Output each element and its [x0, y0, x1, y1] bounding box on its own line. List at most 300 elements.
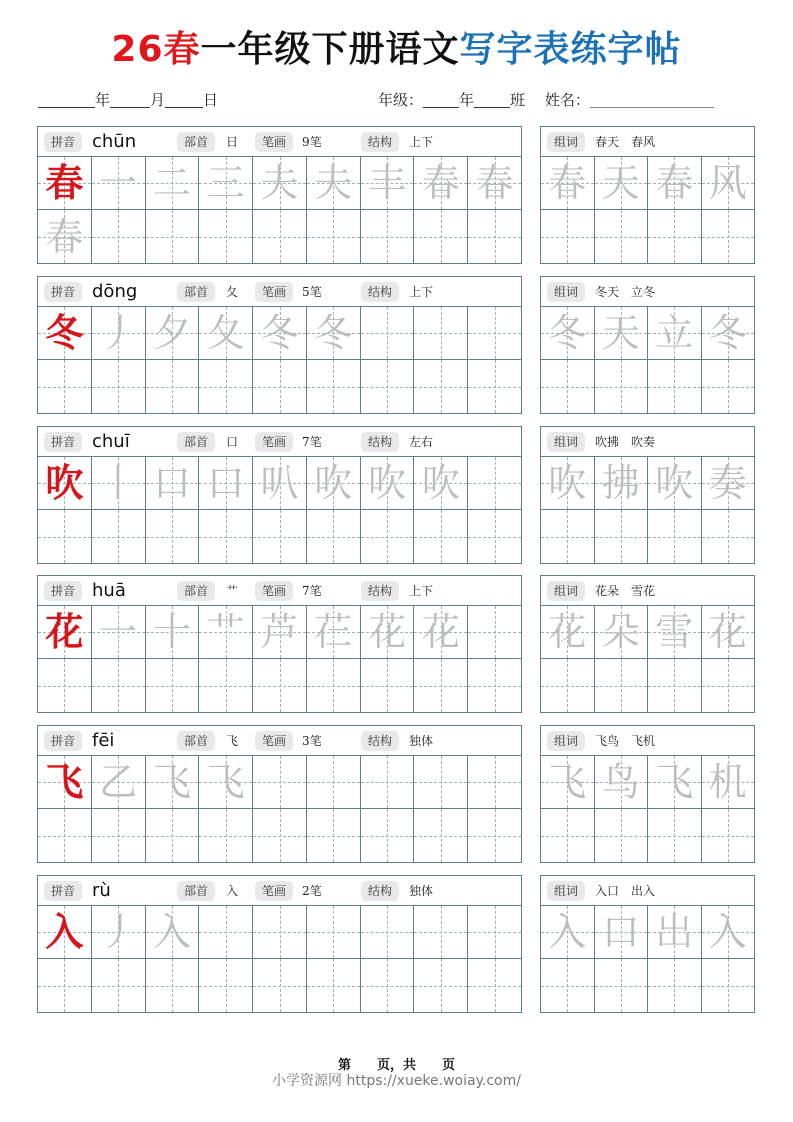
date-line: [38, 88, 218, 112]
grade-year-label: 年: [459, 91, 475, 109]
tian-grid-cell[interactable]: [414, 157, 468, 209]
char-practice-block: [37, 575, 522, 713]
tian-grid-cell[interactable]: [648, 510, 702, 563]
writing-grid: [38, 606, 521, 712]
name-label: 姓名：: [545, 91, 591, 109]
tian-grid-cell[interactable]: [702, 756, 755, 808]
tian-grid-cell[interactable]: [595, 906, 649, 958]
structure-tag: 结构: [361, 881, 399, 901]
tian-grid-cell[interactable]: [199, 659, 253, 712]
title-black-part: 一年级下册语文: [200, 29, 460, 70]
strokes-tag: 笔画: [255, 432, 293, 452]
tian-grid-cell[interactable]: [595, 360, 649, 413]
stroke-order-step: 口: [206, 461, 245, 505]
words-tag: 组词: [547, 432, 585, 452]
tian-grid-cell[interactable]: [541, 457, 595, 509]
tian-grid-cell[interactable]: [146, 360, 200, 413]
stroke-order-step: 冬: [314, 311, 353, 355]
tian-grid-cell[interactable]: [702, 210, 755, 263]
words-tag: 组词: [547, 731, 585, 751]
grid-row: [38, 157, 521, 210]
tian-grid-cell[interactable]: [199, 510, 253, 563]
stroke-order-step: 吹: [421, 461, 460, 505]
word-trace-character: 飞: [655, 760, 694, 804]
tian-grid-cell[interactable]: [702, 457, 755, 509]
tian-grid-cell[interactable]: [361, 809, 415, 862]
tian-grid-cell[interactable]: [541, 756, 595, 808]
tian-grid-cell[interactable]: [468, 606, 521, 658]
tian-grid-cell[interactable]: [414, 809, 468, 862]
tian-grid-cell[interactable]: [92, 360, 146, 413]
tian-grid-cell[interactable]: [361, 210, 415, 263]
tian-grid-cell[interactable]: [361, 606, 415, 658]
class-label: 班: [510, 91, 526, 109]
stroke-order-step: 春: [475, 161, 514, 205]
tian-grid-cell[interactable]: [414, 210, 468, 263]
page-number: 第 页，共 页: [337, 1058, 455, 1073]
radical-value: 日: [226, 135, 239, 149]
tian-grid-cell[interactable]: [199, 959, 253, 1012]
grid-row: [541, 510, 754, 563]
writing-grid: [541, 606, 754, 712]
writing-grid: [541, 457, 754, 563]
grid-row: [541, 809, 754, 862]
tian-grid-cell[interactable]: [92, 210, 146, 263]
tian-grid-cell[interactable]: [253, 606, 307, 658]
word-trace-character: 吹: [548, 461, 587, 505]
tian-grid-cell[interactable]: [648, 659, 702, 712]
tian-grid-cell[interactable]: [468, 959, 521, 1012]
tian-grid-cell[interactable]: [307, 906, 361, 958]
radical-tag: 部首: [177, 132, 215, 152]
stroke-order-step: 十: [152, 610, 191, 654]
tian-grid-cell[interactable]: [541, 606, 595, 658]
tian-grid-cell[interactable]: [541, 210, 595, 263]
tian-grid-cell[interactable]: [361, 360, 415, 413]
tian-grid-cell[interactable]: [199, 809, 253, 862]
tian-grid-cell[interactable]: [307, 510, 361, 563]
stroke-order-step: 芦: [260, 610, 299, 654]
tian-grid-cell[interactable]: [648, 756, 702, 808]
radical-value: 夂: [226, 285, 239, 299]
tian-grid-cell[interactable]: [307, 809, 361, 862]
tian-grid-cell[interactable]: [38, 659, 92, 712]
tian-grid-cell[interactable]: [253, 210, 307, 263]
tian-grid-cell[interactable]: [199, 157, 253, 209]
structure-tag: 结构: [361, 132, 399, 152]
strokes-tag: 笔画: [255, 581, 293, 601]
radical-tag: 部首: [177, 731, 215, 751]
word-practice-block: [540, 575, 755, 713]
tian-grid-cell[interactable]: [307, 157, 361, 209]
radical-value: 飞: [226, 734, 239, 748]
word-trace-character: 春: [655, 161, 694, 205]
name-blank[interactable]: [590, 90, 714, 108]
tian-grid-cell[interactable]: [92, 606, 146, 658]
tian-grid-cell[interactable]: [307, 606, 361, 658]
radical-value: 口: [226, 435, 239, 449]
tian-grid-cell[interactable]: [307, 959, 361, 1012]
tian-grid-cell[interactable]: [146, 307, 200, 359]
tian-grid-cell[interactable]: [199, 210, 253, 263]
stroke-order-step: 一: [99, 161, 138, 205]
tian-grid-cell[interactable]: [307, 210, 361, 263]
tian-grid-cell[interactable]: [468, 659, 521, 712]
grid-row: [541, 606, 754, 659]
tian-grid-cell[interactable]: [702, 659, 755, 712]
tian-grid-cell[interactable]: [146, 756, 200, 808]
tian-grid-cell[interactable]: [595, 457, 649, 509]
tian-grid-cell[interactable]: [199, 457, 253, 509]
tian-grid-cell[interactable]: [253, 360, 307, 413]
tian-grid-cell[interactable]: [146, 606, 200, 658]
tian-grid-cell[interactable]: [146, 457, 200, 509]
pinyin-tag: 拼音: [44, 132, 82, 152]
tian-grid-cell[interactable]: [38, 360, 92, 413]
tian-grid-cell[interactable]: [595, 809, 649, 862]
tian-grid-cell[interactable]: [361, 457, 415, 509]
tian-grid-cell[interactable]: [92, 756, 146, 808]
tian-grid-cell[interactable]: [648, 210, 702, 263]
grid-row: [38, 906, 521, 959]
word-trace-character: 出: [655, 910, 694, 954]
structure-tag: 结构: [361, 432, 399, 452]
tian-grid-cell[interactable]: [92, 959, 146, 1012]
word-trace-character: 机: [708, 760, 747, 804]
stroke-order-step: 入: [152, 910, 191, 954]
tian-grid-cell[interactable]: [361, 157, 415, 209]
stroke-order-step: 夂: [206, 311, 245, 355]
tian-grid-cell[interactable]: [541, 157, 595, 209]
tian-grid-cell[interactable]: [468, 157, 521, 209]
tian-grid-cell[interactable]: [648, 307, 702, 359]
word-trace-character: 冬: [708, 311, 747, 355]
tian-grid-cell[interactable]: [648, 606, 702, 658]
tian-grid-cell[interactable]: [541, 659, 595, 712]
tian-grid-cell[interactable]: [38, 959, 92, 1012]
radical-tag: 部首: [177, 581, 215, 601]
tian-grid-cell[interactable]: [414, 457, 468, 509]
day-blank[interactable]: [165, 90, 203, 108]
tian-grid-cell[interactable]: [414, 606, 468, 658]
words-value: 花朵 雪花: [595, 584, 656, 598]
grid-row: [541, 659, 754, 712]
grid-row: [38, 360, 521, 413]
year-label: 年: [95, 91, 111, 109]
word-trace-character: 风: [708, 161, 747, 205]
tian-grid-cell[interactable]: [146, 210, 200, 263]
tian-grid-cell[interactable]: [468, 510, 521, 563]
tian-grid-cell[interactable]: [702, 360, 755, 413]
words-header: [541, 876, 754, 906]
word-trace-character: 鸟: [601, 760, 640, 804]
tian-grid-cell[interactable]: [595, 157, 649, 209]
model-character: 花: [45, 609, 84, 654]
word-trace-character: 冬: [548, 311, 587, 355]
writing-grid: [541, 307, 754, 413]
word-trace-character: 入: [548, 910, 587, 954]
tian-grid-cell[interactable]: [253, 457, 307, 509]
tian-grid-cell[interactable]: [414, 307, 468, 359]
tian-grid-cell[interactable]: [253, 756, 307, 808]
word-trace-character: 吹: [655, 461, 694, 505]
tian-grid-cell[interactable]: [702, 809, 755, 862]
tian-grid-cell[interactable]: [253, 959, 307, 1012]
tian-grid-cell[interactable]: [414, 510, 468, 563]
tian-grid-cell[interactable]: [199, 606, 253, 658]
tian-grid-cell[interactable]: [38, 457, 92, 509]
tian-grid-cell[interactable]: [595, 210, 649, 263]
pinyin-tag: 拼音: [44, 731, 82, 751]
title-red-part: 26春: [111, 29, 201, 70]
tian-grid-cell[interactable]: [595, 606, 649, 658]
tian-grid-cell[interactable]: [468, 906, 521, 958]
tian-grid-cell[interactable]: [361, 906, 415, 958]
tian-grid-cell[interactable]: [307, 756, 361, 808]
trace-character: 春: [45, 214, 84, 259]
stroke-order-step: 夫: [314, 161, 353, 205]
word-trace-character: 天: [601, 311, 640, 355]
tian-grid-cell[interactable]: [595, 307, 649, 359]
tian-grid-cell[interactable]: [253, 906, 307, 958]
tian-grid-cell[interactable]: [38, 756, 92, 808]
tian-grid-cell[interactable]: [92, 157, 146, 209]
word-trace-character: 花: [548, 610, 587, 654]
stroke-order-step: 夫: [260, 161, 299, 205]
tian-grid-cell[interactable]: [648, 457, 702, 509]
tian-grid-cell[interactable]: [92, 659, 146, 712]
model-character: 冬: [45, 310, 84, 355]
structure-tag: 结构: [361, 731, 399, 751]
tian-grid-cell[interactable]: [146, 906, 200, 958]
strokes-value: 5笔: [302, 285, 322, 299]
model-character: 吹: [45, 460, 84, 505]
tian-grid-cell[interactable]: [541, 959, 595, 1012]
grid-row: [38, 457, 521, 510]
tian-grid-cell[interactable]: [146, 510, 200, 563]
grid-row: [541, 157, 754, 210]
model-character: 入: [45, 909, 84, 954]
tian-grid-cell[interactable]: [361, 510, 415, 563]
radical-tag: 部首: [177, 881, 215, 901]
structure-value: 独体: [409, 734, 434, 748]
stroke-order-step: 春: [421, 161, 460, 205]
tian-grid-cell[interactable]: [414, 906, 468, 958]
tian-grid-cell[interactable]: [648, 157, 702, 209]
tian-grid-cell[interactable]: [199, 307, 253, 359]
word-trace-character: 雪: [655, 610, 694, 654]
pinyin-value: chuī: [92, 431, 130, 452]
tian-grid-cell[interactable]: [92, 307, 146, 359]
word-practice-block: [540, 875, 755, 1013]
grid-row: [38, 510, 521, 563]
tian-grid-cell[interactable]: [541, 809, 595, 862]
tian-grid-cell[interactable]: [253, 809, 307, 862]
tian-grid-cell[interactable]: [253, 510, 307, 563]
grid-row: [38, 756, 521, 809]
tian-grid-cell[interactable]: [361, 307, 415, 359]
tian-grid-cell[interactable]: [361, 659, 415, 712]
tian-grid-cell[interactable]: [307, 457, 361, 509]
stroke-order-step: 夕: [152, 311, 191, 355]
char-info-header: [38, 127, 521, 157]
tian-grid-cell[interactable]: [702, 606, 755, 658]
tian-grid-cell[interactable]: [468, 756, 521, 808]
student-info-line: [378, 88, 714, 112]
tian-grid-cell[interactable]: [414, 659, 468, 712]
tian-grid-cell[interactable]: [595, 510, 649, 563]
tian-grid-cell[interactable]: [702, 906, 755, 958]
tian-grid-cell[interactable]: [702, 157, 755, 209]
tian-grid-cell[interactable]: [414, 360, 468, 413]
site-watermark: 小学资源网 https://xueke.woiay.com/: [272, 1073, 521, 1089]
words-header: [541, 726, 754, 756]
char-practice-block: [37, 725, 522, 863]
word-trace-character: 天: [601, 161, 640, 205]
stroke-order-step: 花: [368, 610, 407, 654]
pinyin-tag: 拼音: [44, 581, 82, 601]
grid-row: [38, 959, 521, 1012]
strokes-value: 3笔: [302, 734, 322, 748]
tian-grid-cell[interactable]: [468, 809, 521, 862]
word-trace-character: 拂: [601, 461, 640, 505]
tian-grid-cell[interactable]: [146, 809, 200, 862]
stroke-order-step: 丿: [99, 910, 138, 954]
tian-grid-cell[interactable]: [38, 157, 92, 209]
tian-grid-cell[interactable]: [541, 906, 595, 958]
words-value: 吹拂 吹奏: [595, 435, 656, 449]
tian-grid-cell[interactable]: [199, 906, 253, 958]
tian-grid-cell[interactable]: [253, 659, 307, 712]
tian-grid-cell[interactable]: [702, 307, 755, 359]
radical-tag: 部首: [177, 432, 215, 452]
grid-row: [38, 307, 521, 360]
word-practice-block: [540, 725, 755, 863]
tian-grid-cell[interactable]: [648, 906, 702, 958]
month-blank[interactable]: [110, 90, 150, 108]
tian-grid-cell[interactable]: [307, 307, 361, 359]
stroke-order-step: 丨: [99, 461, 138, 505]
pinyin-value: chūn: [92, 131, 137, 152]
tian-grid-cell[interactable]: [253, 307, 307, 359]
tian-grid-cell[interactable]: [92, 809, 146, 862]
strokes-value: 7笔: [302, 435, 322, 449]
tian-grid-cell[interactable]: [648, 809, 702, 862]
tian-grid-cell[interactable]: [92, 510, 146, 563]
grade-year-blank[interactable]: [423, 90, 459, 108]
tian-grid-cell[interactable]: [38, 210, 92, 263]
strokes-value: 7笔: [302, 584, 322, 598]
stroke-order-step: 飞: [152, 760, 191, 804]
word-practice-block: [540, 426, 755, 564]
words-tag: 组词: [547, 881, 585, 901]
tian-grid-cell[interactable]: [307, 659, 361, 712]
tian-grid-cell[interactable]: [146, 157, 200, 209]
tian-grid-cell[interactable]: [648, 959, 702, 1012]
word-trace-character: 花: [708, 610, 747, 654]
tian-grid-cell[interactable]: [307, 360, 361, 413]
word-trace-character: 春: [548, 161, 587, 205]
pinyin-value: rù: [92, 880, 111, 901]
strokes-tag: 笔画: [255, 132, 293, 152]
tian-grid-cell[interactable]: [702, 510, 755, 563]
radical-value: 入: [226, 884, 239, 898]
structure-value: 上下: [409, 584, 434, 598]
day-label: 日: [203, 91, 219, 109]
writing-grid: [38, 906, 521, 1012]
tian-grid-cell[interactable]: [38, 307, 92, 359]
tian-grid-cell[interactable]: [468, 210, 521, 263]
word-trace-character: 奏: [708, 461, 747, 505]
tian-grid-cell[interactable]: [199, 756, 253, 808]
stroke-order-step: 三: [206, 161, 245, 205]
tian-grid-cell[interactable]: [92, 906, 146, 958]
tian-grid-cell[interactable]: [38, 906, 92, 958]
stroke-order-step: 二: [152, 161, 191, 205]
grid-row: [541, 210, 754, 263]
class-blank[interactable]: [474, 90, 510, 108]
tian-grid-cell[interactable]: [702, 959, 755, 1012]
grid-row: [38, 809, 521, 862]
year-blank[interactable]: [38, 90, 95, 108]
tian-grid-cell[interactable]: [541, 360, 595, 413]
tian-grid-cell[interactable]: [648, 360, 702, 413]
writing-grid: [541, 157, 754, 263]
tian-grid-cell[interactable]: [468, 360, 521, 413]
grid-row: [38, 659, 521, 712]
tian-grid-cell[interactable]: [595, 756, 649, 808]
tian-grid-cell[interactable]: [199, 360, 253, 413]
tian-grid-cell[interactable]: [414, 756, 468, 808]
word-trace-character: 入: [708, 910, 747, 954]
tian-grid-cell[interactable]: [38, 809, 92, 862]
tian-grid-cell[interactable]: [146, 959, 200, 1012]
char-practice-block: [37, 426, 522, 564]
grade-label: 年级：: [378, 91, 424, 109]
tian-grid-cell[interactable]: [541, 307, 595, 359]
tian-grid-cell[interactable]: [253, 157, 307, 209]
tian-grid-cell[interactable]: [468, 307, 521, 359]
tian-grid-cell[interactable]: [541, 510, 595, 563]
tian-grid-cell[interactable]: [361, 959, 415, 1012]
words-value: 春天 春风: [595, 135, 656, 149]
tian-grid-cell[interactable]: [468, 457, 521, 509]
stroke-order-step: 飞: [206, 760, 245, 804]
grid-row: [38, 606, 521, 659]
grid-row: [38, 210, 521, 263]
writing-grid: [541, 756, 754, 862]
words-value: 入口 出入: [595, 884, 656, 898]
stroke-order-step: 一: [99, 610, 138, 654]
tian-grid-cell[interactable]: [595, 659, 649, 712]
words-value: 飞鸟 飞机: [595, 734, 656, 748]
tian-grid-cell[interactable]: [595, 959, 649, 1012]
title-blue-part: 写字表练字帖: [459, 29, 682, 70]
tian-grid-cell[interactable]: [38, 606, 92, 658]
tian-grid-cell[interactable]: [414, 959, 468, 1012]
page-title: [0, 24, 793, 76]
tian-grid-cell[interactable]: [146, 659, 200, 712]
stroke-order-step: 叭: [260, 461, 299, 505]
word-practice-block: [540, 276, 755, 414]
tian-grid-cell[interactable]: [92, 457, 146, 509]
stroke-order-step: 乙: [99, 760, 138, 804]
tian-grid-cell[interactable]: [38, 510, 92, 563]
writing-grid: [541, 906, 754, 1012]
tian-grid-cell[interactable]: [361, 756, 415, 808]
structure-value: 上下: [409, 285, 434, 299]
char-practice-block: [37, 276, 522, 414]
